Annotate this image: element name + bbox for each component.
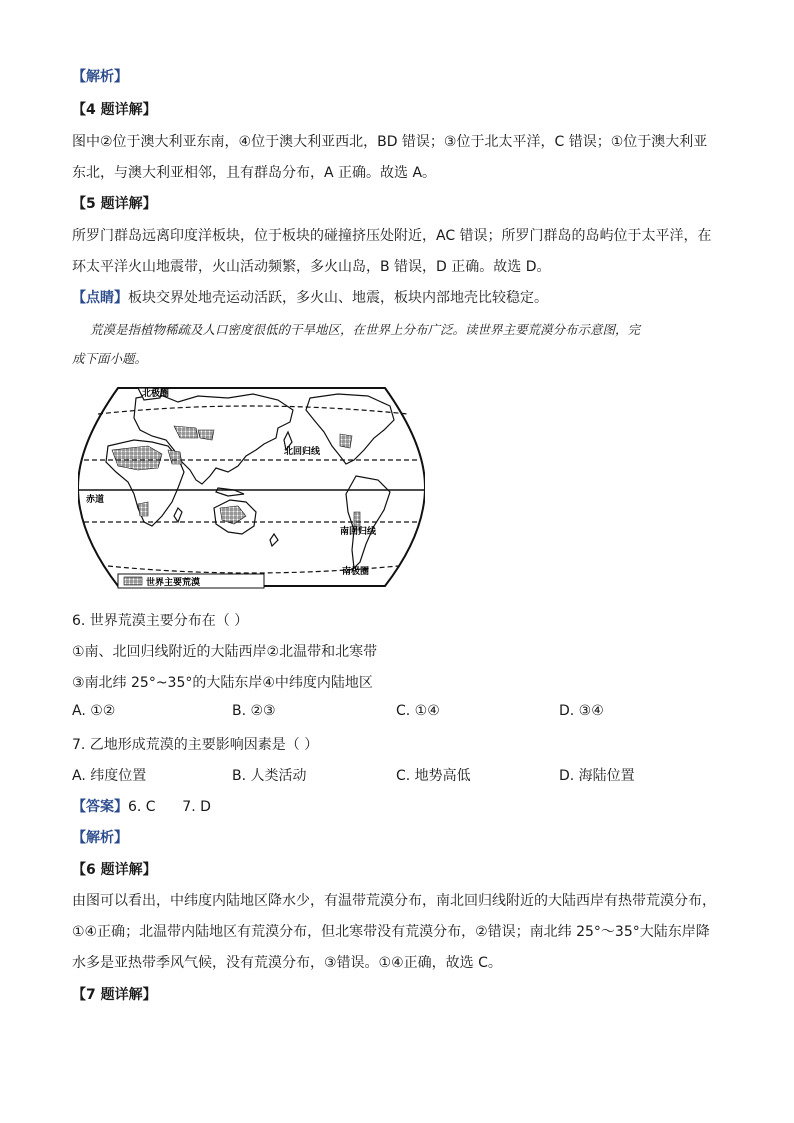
q5-detail-line: 所罗门群岛远离印度洋板块，位于板块的碰撞挤压处附近，AC 错误；所罗门群岛的岛屿位于太平洋，在: [72, 228, 712, 244]
q7-option-b: B. 人类活动: [232, 768, 307, 784]
desert-south-africa: [138, 502, 148, 516]
label-equator: 赤道: [86, 495, 105, 505]
q7-option-a: A. 纬度位置: [72, 768, 147, 784]
q6-detail-title: 【6 题详解】: [72, 862, 157, 878]
answer-line: [72, 796, 211, 816]
answer-tag: 【答案】: [72, 799, 128, 815]
intro-line: 成下面小题。: [72, 351, 148, 366]
q5-detail-title: 【5 题详解】: [72, 196, 157, 212]
q7-detail-title: 【7 题详解】: [72, 987, 157, 1003]
dianjing-tag: 【点睛】: [72, 290, 128, 306]
dianjing-text: 板块交界处地壳运动活跃，多火山、地震，板块内部地壳比较稳定。: [128, 290, 548, 306]
q7-stem: 7. 乙地形成荒漠的主要影响因素是（ ）: [72, 737, 319, 753]
q6-option-c: C. ①④: [396, 703, 440, 719]
dianjing-paragraph: [72, 287, 548, 307]
q4-detail-line: 图中②位于澳大利亚东南，④位于澳大利亚西北，BD 错误；③位于北太平洋，C 错误；①位于澳大利亚: [72, 134, 708, 150]
map-legend: [118, 574, 264, 588]
world-desert-map: [78, 384, 425, 590]
intro-line: 荒漠是指植物稀疏及人口密度很低的干旱地区，在世界上分布广泛。读世界主要荒漠分布示意图，完: [90, 322, 641, 337]
label-tropic-north: 北回归线: [284, 447, 321, 457]
q7-option-d: D. 海陆位置: [559, 768, 635, 784]
legend-label: 世界主要荒漠: [146, 578, 201, 588]
label-tropic-south: 南回归线: [340, 527, 377, 537]
q6-statement-line: ③南北纬 25°~35°的大陆东岸④中纬度内陆地区: [72, 675, 373, 691]
q6-option-b: B. ②③: [232, 703, 276, 719]
desert-north-america: [340, 434, 352, 448]
q6-statement-line: ①南、北回归线附近的大陆西岸②北温带和北寒带: [72, 644, 378, 660]
q6-option-d: D. ③④: [559, 703, 604, 719]
q6-detail-line: 由图可以看出，中纬度内陆地区降水少，有温带荒漠分布，南北回归线附近的大陆西岸有热带荒漠分布，: [72, 893, 716, 909]
q6-option-a: A. ①②: [72, 703, 116, 719]
label-arctic: 北极圈: [142, 389, 170, 399]
label-antarctic: 南极圈: [342, 567, 370, 577]
q4-detail-title: 【4 题详解】: [72, 102, 157, 118]
q7-option-c: C. 地势高低: [396, 768, 471, 784]
q6-detail-line: 水多是亚热带季风气候，没有荒漠分布，③错误。①④正确，故选 C。: [72, 955, 502, 971]
section-label-jiexi: 【解析】: [72, 830, 128, 846]
q4-detail-line: 东北，与澳大利亚相邻，且有群岛分布，A 正确。故选 A。: [72, 165, 437, 181]
desert-sahara: [112, 446, 162, 470]
answer-text: 6. C 7. D: [128, 799, 211, 815]
q6-stem: 6. 世界荒漠主要分布在（ ）: [72, 613, 249, 629]
q5-detail-line: 环太平洋火山地震带，火山活动频繁，多火山岛，B 错误，D 正确。故选 D。: [72, 259, 551, 275]
q6-detail-line: ①④正确；北温带内陆地区有荒漠分布，但北寒带没有荒漠分布，②错误；南北纬 25°～35°大陆东岸降: [72, 924, 710, 940]
section-label-jiexi: 【解析】: [72, 69, 128, 85]
legend-desert-swatch: [124, 577, 142, 585]
